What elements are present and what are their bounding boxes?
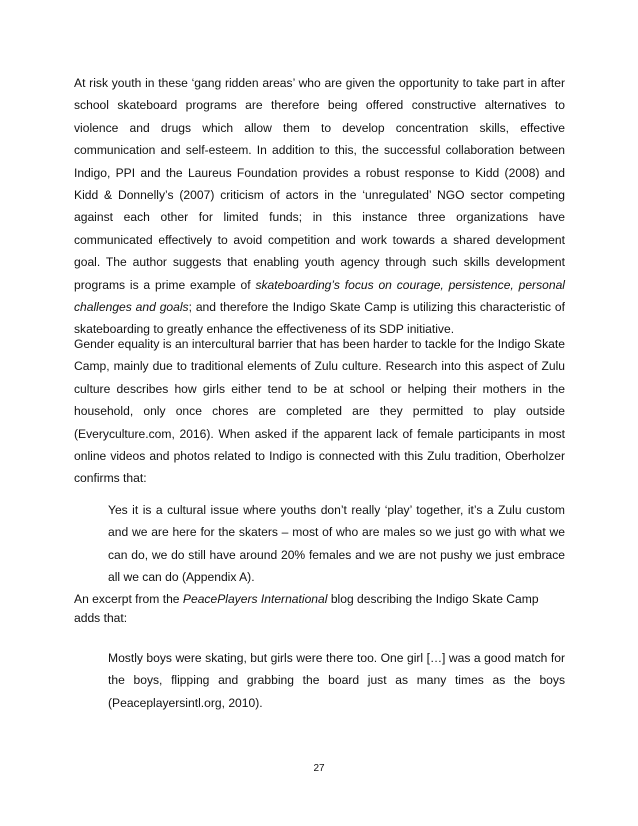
para-3-suffix: blog describing the Indigo Skate Camp <box>327 592 539 606</box>
para-3-prefix: An excerpt from the <box>74 592 183 606</box>
para-1-text-a: At risk youth in these ‘gang ridden areas’ who are given the opportunity to take part in after school skateboard programs are therefore being offered constructive alternatives to violence and drugs which allow them to develop concentration skills, effective communication and self-esteem. In addition to this, the successful collaboration between Indigo, PPI and the Laureus Foundation provides a robust response to Kidd (2008) and Kidd & Donnelly’s (2007) criticism of actors in the ‘unregulated’ NGO sector competing against each other for limited funds; in this instance three organizations have communicated effectively to avoid competition and work towards a shared development goal. The author suggests that enabling youth agency through such skills development programs is a prime example of <box>74 76 565 292</box>
para-1-italic: skateboarding’s focus on courage, persistence, personal challenges and goals <box>74 277 565 315</box>
paragraph-gender-equality <box>74 333 565 490</box>
quote-1-text: Yes it is a cultural issue where youths don’t really ‘play’ together, it’s a Zulu custom and we are here for the skaters – most of who are males so we just go with what we can do, we do still have around 20% females and we are not pushy we just embrace all we can do (Appendix A). <box>108 503 565 585</box>
page-number: 27 <box>313 763 325 774</box>
paragraph-at-risk-youth <box>74 72 565 341</box>
paragraph-excerpt-intro <box>74 590 565 628</box>
para-3-line2: adds that: <box>74 611 128 625</box>
block-quote-peaceplayers <box>108 647 565 714</box>
para-1-text-b: ; and therefore the Indigo Skate Camp is utilizing this characteristic of skateboarding to greatly enhance the effectiveness of its SDP initiative. <box>74 300 565 337</box>
para-2-text: Gender equality is an intercultural barrier that has been harder to tackle for the Indigo Skate Camp, mainly due to traditional elements of Zulu culture. Research into this aspect of Zulu culture describes how girls either tend to be at school or helping their mothers in the household, only once chores are completed are they permitted to play outside (Everyculture.com, 2016). When asked if the apparent lack of female participants in most online videos and photos related to Indigo is connected with this Zulu tradition, Oberholzer confirms that: <box>74 337 565 486</box>
quote-2-text: Mostly boys were skating, but girls were there too. One girl […] was a good match for the boys, flipping and grabbing the board just as many times as the boys (Peaceplayersintl.org, 2010). <box>108 651 565 710</box>
para-3-italic: PeacePlayers International <box>182 592 328 606</box>
block-quote-oberholzer <box>108 499 565 589</box>
